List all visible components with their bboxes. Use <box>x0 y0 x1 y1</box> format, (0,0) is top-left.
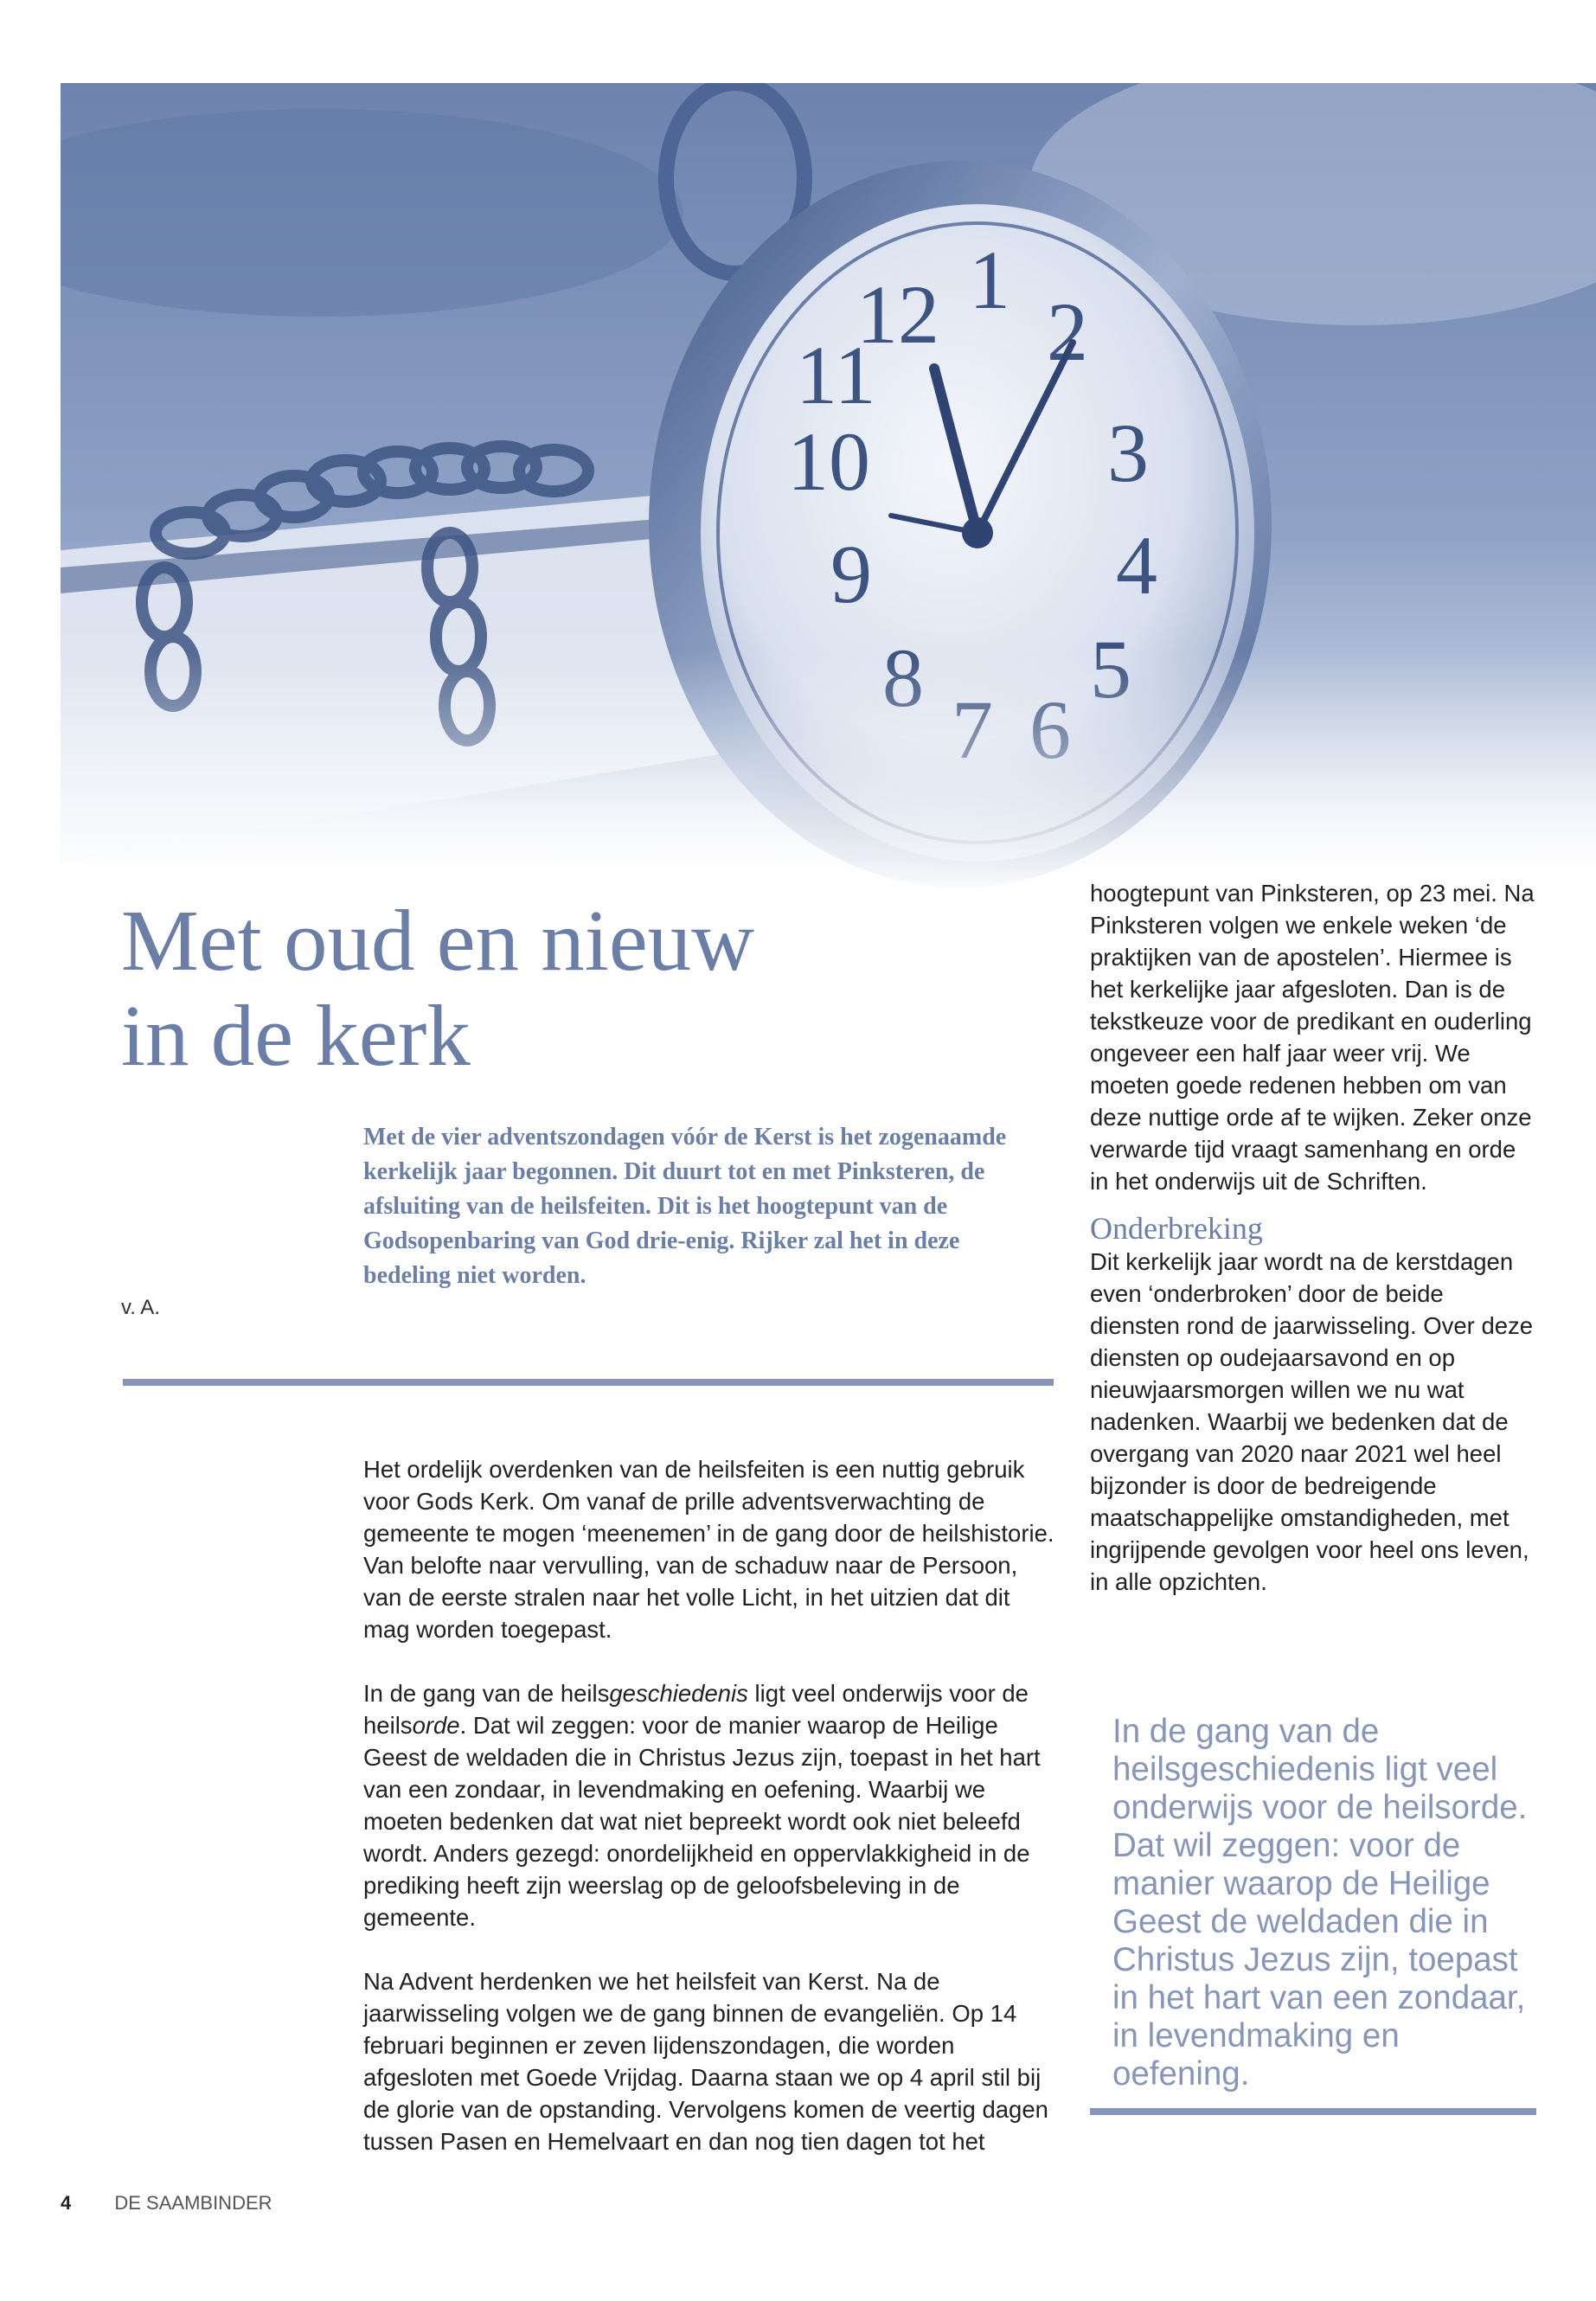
hero-image <box>61 83 1596 896</box>
subheading: Onderbreking <box>1090 1211 1263 1246</box>
body-column-right <box>1090 877 1540 1598</box>
title-line-2: in de kerk <box>121 987 471 1084</box>
pull-quote-rule <box>1090 2108 1536 2115</box>
divider-rule <box>123 1379 1054 1386</box>
publication-name: DE SAAMBINDER <box>114 2192 272 2214</box>
paragraph-2-text-c: . Dat wil zeggen: voor de manier waarop de Heilige Geest de weldaden die in Christus Jezus zijn, toepast in het hart van een zondaar, in levendmaking en oefening. Waarbij we moeten bedenken dat wat niet bepreekt wordt ook niet beleefd wordt. Anders gezegd: onordelijkheid en oppervlakkigheid in de prediking heeft zijn weerslag op de geloofsbeleving in de gemeente. <box>363 1712 1041 1931</box>
pocket-watch-photo <box>61 83 1596 896</box>
page-footer <box>61 2192 272 2214</box>
paragraph-3: Na Advent herdenken we het heilsfeit van Kerst. Na de jaarwisseling volgen we de gang binnen de evangeliën. Op 14 februari beginnen er zeven lijdenszondagen, die worden afgesloten met Goede Vrijdag. Daarna staan we op 4 april stil bij de glorie van de opstanding. Vervolgens komen de veertig dagen tussen Pasen en Hemelvaart en dan nog tien dagen tot het <box>363 1968 1048 2155</box>
page-number: 4 <box>61 2192 72 2214</box>
paragraph-2-italic-a: geschiedenis <box>609 1680 748 1707</box>
article-title <box>121 893 1003 1083</box>
paragraph-2 <box>363 1677 1055 1933</box>
paragraph-2-italic-b: orde <box>412 1712 460 1739</box>
body-column-left <box>363 1453 1055 2189</box>
paragraph-2-text-b: ligt veel onderwijs voor de heils <box>363 1680 1029 1739</box>
paragraph-2-text-a: In de gang van de heils <box>363 1680 610 1707</box>
author-byline: v. A. <box>121 1296 160 1319</box>
paragraph-5: Dit kerkelijk jaar wordt na de kerstdagen even ‘onderbroken’ door de beide diensten rond de jaarwisseling. Over deze diensten op oudejaarsavond en op nieuwjaarsmorgen willen we nu wat nadenken. Waarbij we bedenken dat de overgang van 2020 naar 2021 wel heel bijzonder is door de bedreigende maatschappelijke omstandigheden, met ingrijpende gevolgen voor heel ons leven, in alle opzichten. <box>1090 1248 1534 1595</box>
paragraph-1: Het ordelijk overdenken van de heilsfeiten is een nuttig gebruik voor Gods Kerk. Om vanaf de prille adventsverwachting de gemeente te mogen ‘meenemen’ in de gang door de heilshistorie. Van belofte naar vervulling, van de schaduw naar de Persoon, van de eerste stralen naar het volle Licht, in het uitzien dat dit mag worden toegepast. <box>363 1456 1054 1643</box>
article-intro: Met de vier adventszondagen vóór de Kerst is het zogenaamde kerkelijk jaar begonnen. Dit duurt tot en met Pinksteren, de afsluiting van de heilsfeiten. Dit is het hoogtepunt van de Godsopenbaring van God drie-enig. Rijker zal het in deze bedeling niet worden. <box>363 1124 1007 1289</box>
paragraph-4: hoogtepunt van Pinksteren, op 23 mei. Na Pinksteren volgen we enkele weken ‘de praktijken van de apostelen’. Hiermee is het kerkelijke jaar afgesloten. Dan is de tekstkeuze voor de predikant en ouderling ongeveer een half jaar weer vrij. We moeten goede redenen hebben om van deze nuttige orde af te wijken. Zeker onze verwarde tijd vraagt samenhang en orde in het onderwijs uit de Schriften. <box>1090 880 1535 1195</box>
title-line-1: Met oud en nieuw <box>121 892 755 989</box>
pull-quote: In de gang van de heilsgeschiedenis ligt veel onderwijs voor de heilsorde. Dat wil zeggen: voor de manier waarop de Heilige Geest de weldaden die in Christus Jezus zijn, toepast in het hart van een zondaar, in levendmaking en oefening. <box>1112 1713 1528 2093</box>
